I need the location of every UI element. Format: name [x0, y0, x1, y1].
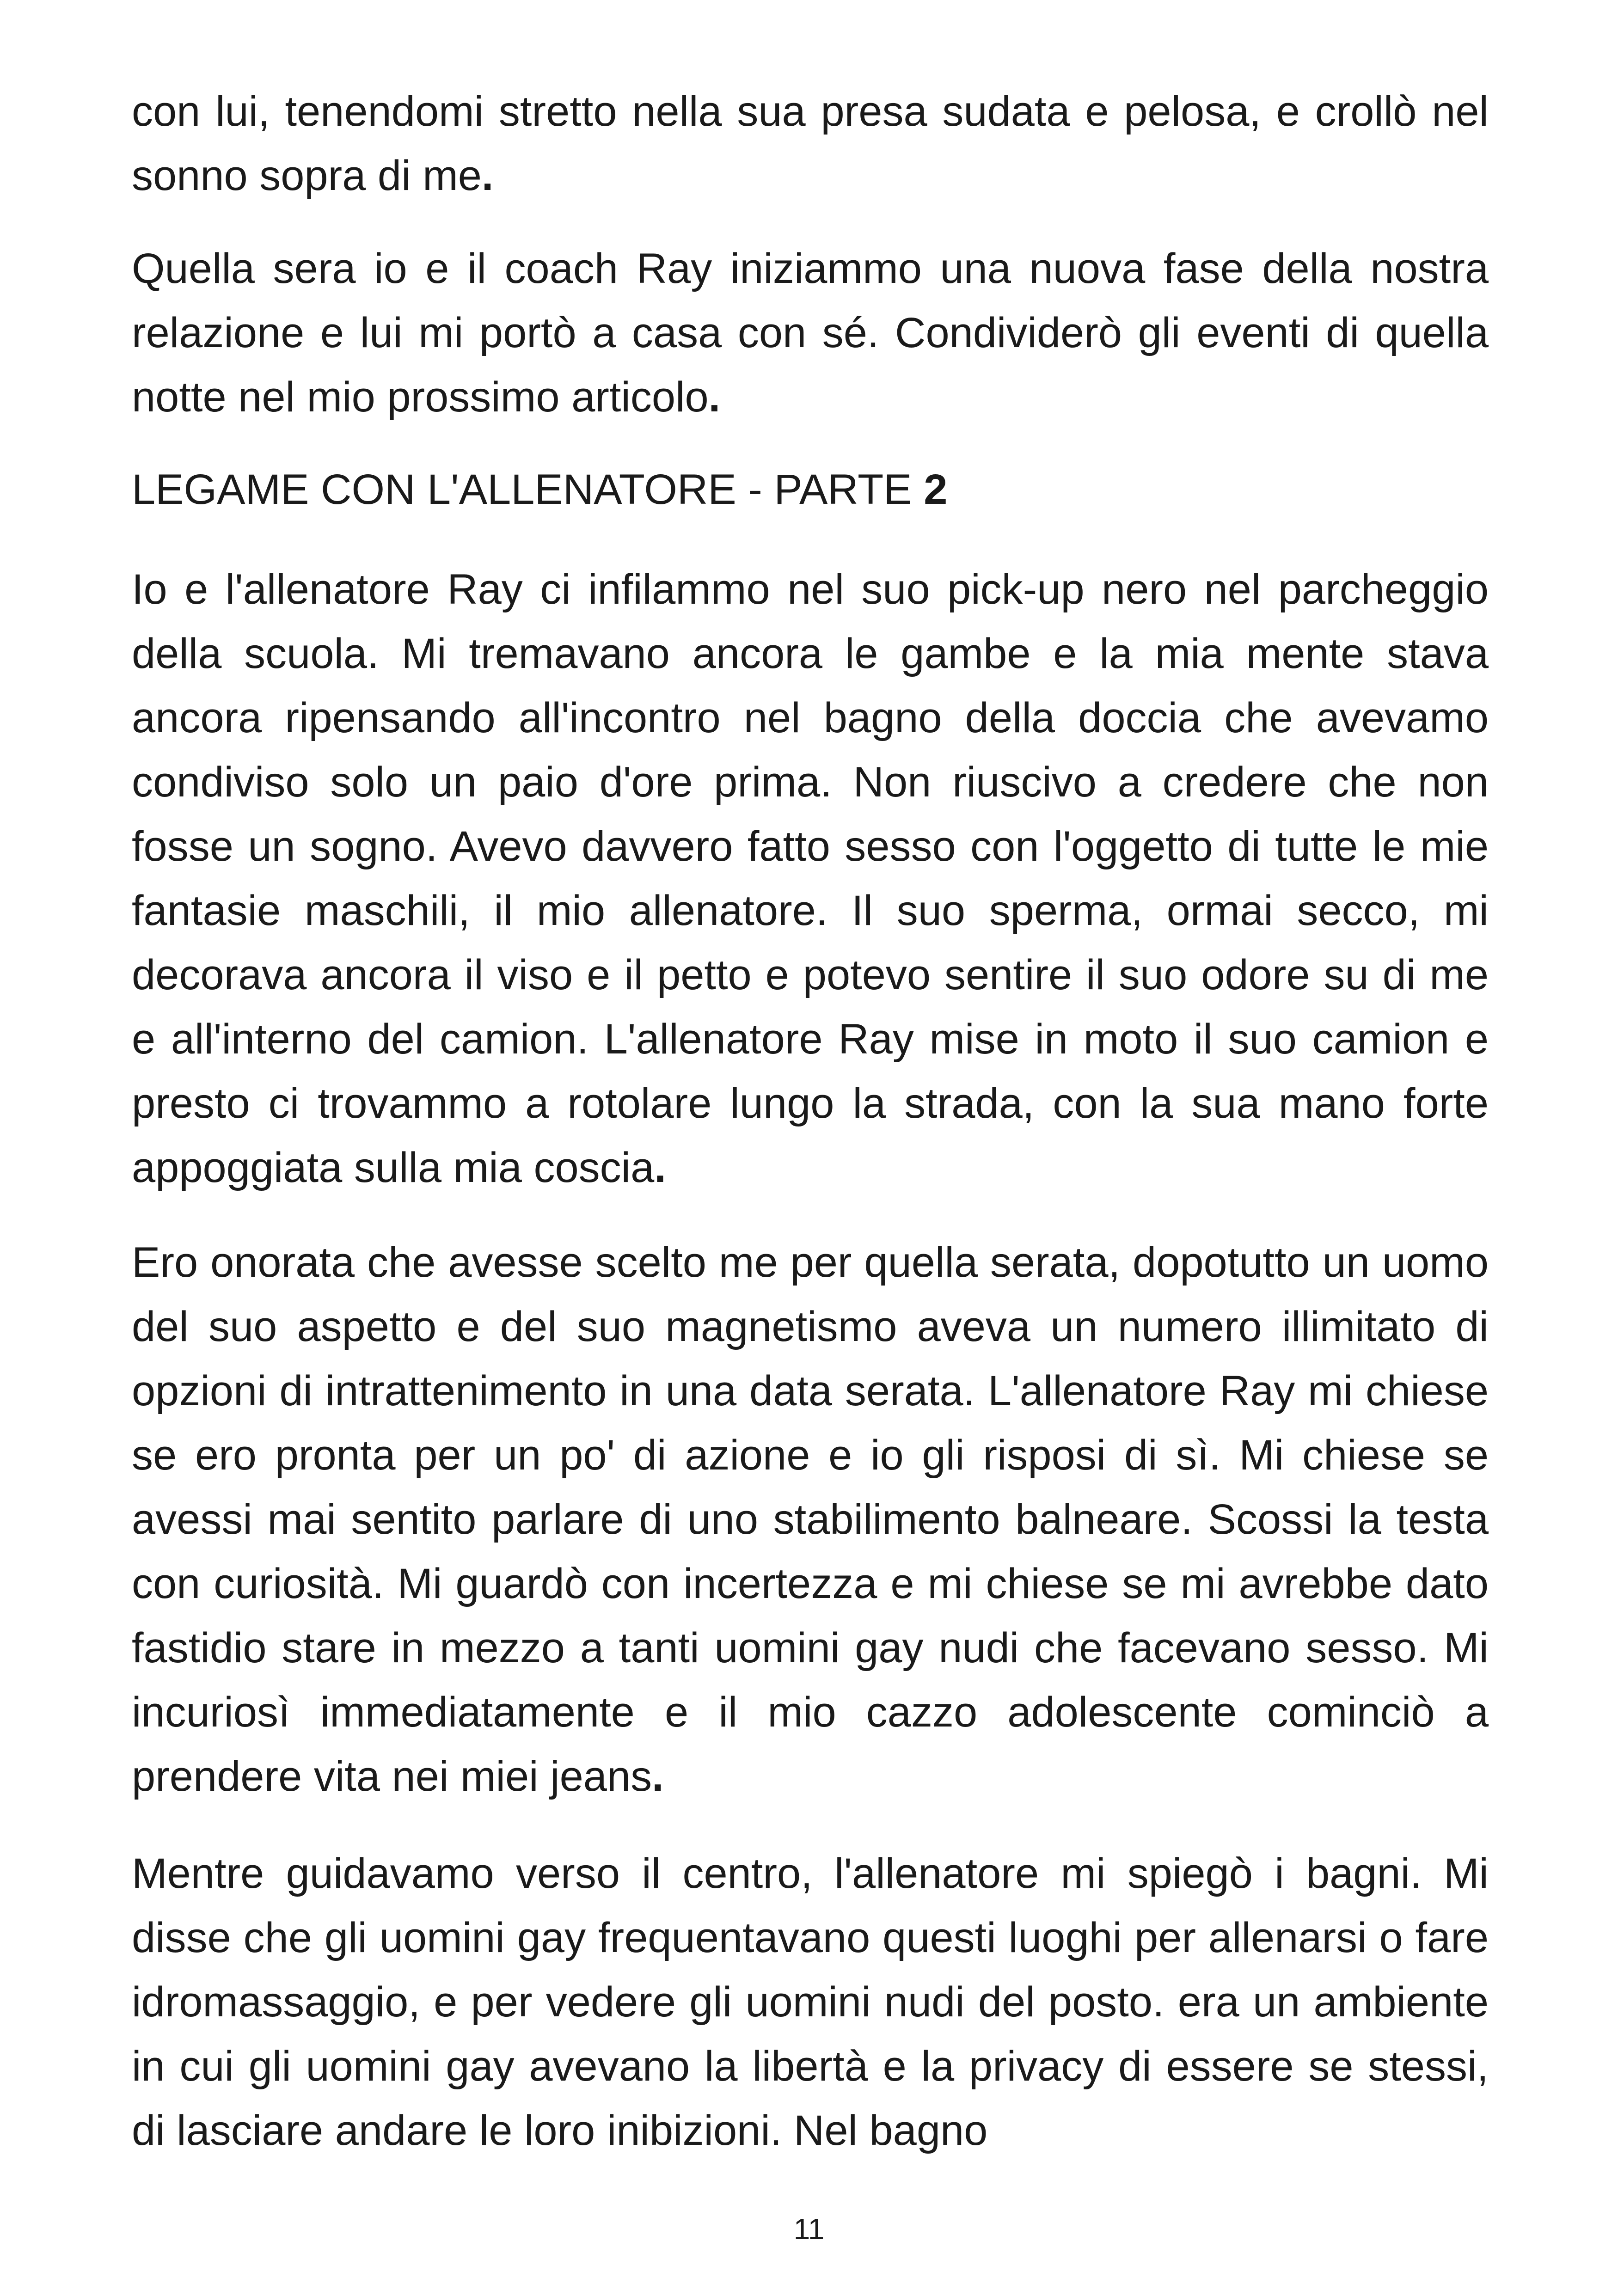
- section-heading-number: 2: [924, 466, 948, 513]
- paragraph-1-text: con lui, tenendomi stretto nella sua presa sudata e pelosa, e crollò nel sonno sopra di me: [132, 88, 1489, 199]
- paragraph-2: [132, 237, 1489, 429]
- paragraph-3-tail: .: [654, 1144, 666, 1191]
- paragraph-4: [132, 1231, 1489, 1809]
- paragraph-1: [132, 80, 1489, 208]
- section-heading: [132, 458, 1489, 522]
- paragraph-3: [132, 557, 1489, 1200]
- paragraph-2-tail: .: [708, 373, 721, 421]
- paragraph-3-text: Io e l'allenatore Ray ci infilammo nel suo pick-up nero nel parcheggio della scuola. Mi tremavano ancora le gambe e la mia mente stava ancora ripensando all'incontro nel bagno della doccia che avevamo condiviso solo un paio d'ore prima. Non riuscivo a credere che non fosse un sogno. Avevo davvero fatto sesso con l'oggetto di tutte le mie fantasie maschili, il mio allenatore. Il suo sperma, ormai secco, mi decorava ancora il viso e il petto e potevo sentire il suo odore su di me e all'interno del camion. L'allenatore Ray mise in moto il suo camion e presto ci trovammo a rotolare lungo la strada, con la sua mano forte appoggiata sulla mia coscia: [132, 566, 1489, 1191]
- paragraph-5-text: Mentre guidavamo verso il centro, l'allenatore mi spiegò i bagni. Mi disse che gli uomini gay frequentavano questi luoghi per allenarsi o fare idromassaggio, e per vedere gli uomini nudi del posto. era un ambiente in cui gli uomini gay avevano la libertà e la privacy di essere se stessi, di lasciare andare le loro inibizioni. Nel bagno: [132, 1850, 1489, 2154]
- paragraph-5: [132, 1842, 1489, 2163]
- page-number: 11: [793, 2212, 825, 2246]
- paragraph-4-text: Ero onorata che avesse scelto me per quella serata, dopotutto un uomo del suo aspetto e del suo magnetismo aveva un numero illimitato di opzioni di intrattenimento in una data serata. L'allenatore Ray mi chiese se ero pronta per un po' di azione e io gli risposi di sì. Mi chiese se avessi mai sentito parlare di uno stabilimento balneare. Scossi la testa con curiosità. Mi guardò con incertezza e mi chiese se mi avrebbe dato fastidio stare in mezzo a tanti uomini gay nudi che facevano sesso. Mi incuriosì immediatamente e il mio cazzo adolescente cominciò a prendere vita nei miei jeans: [132, 1239, 1489, 1800]
- paragraph-4-tail: .: [652, 1753, 664, 1800]
- section-heading-text: LEGAME CON L'ALLENATORE - PARTE: [132, 466, 924, 513]
- paragraph-2-text: Quella sera io e il coach Ray iniziammo una nuova fase della nostra relazione e lui mi portò a casa con sé. Condividerò gli eventi di quella notte nel mio prossimo articolo: [132, 245, 1489, 421]
- paragraph-1-tail: .: [481, 152, 494, 199]
